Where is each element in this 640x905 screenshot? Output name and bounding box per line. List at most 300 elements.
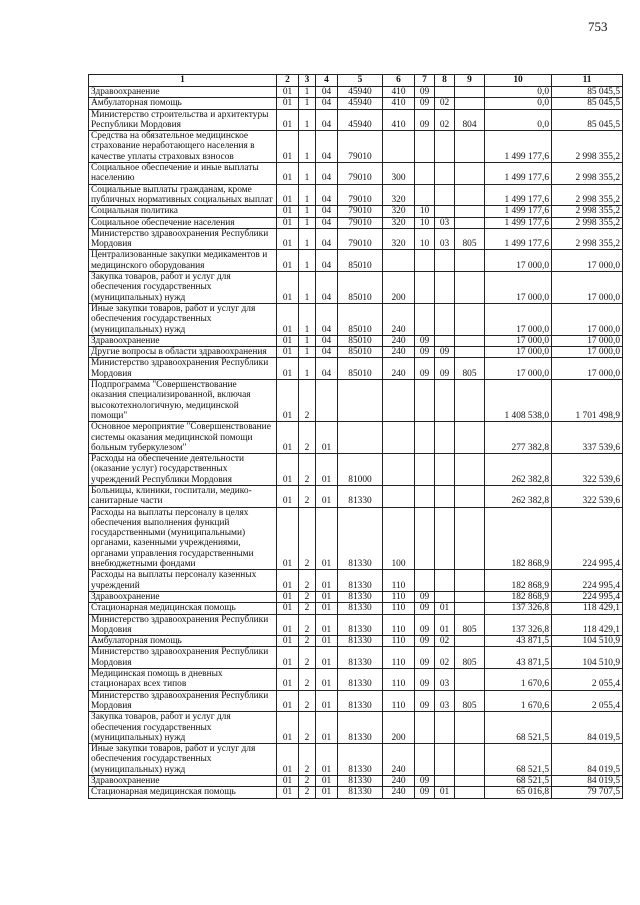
header-cell: 10 xyxy=(485,75,552,87)
code-cell: 79010 xyxy=(338,228,383,250)
code-cell: 01 xyxy=(316,603,338,614)
row-description: Расходы на выплаты персоналу казенных учреждений xyxy=(89,570,277,592)
value-year-2: 2 055,4 xyxy=(552,690,623,712)
code-cell: 45940 xyxy=(338,87,383,98)
code-cell xyxy=(455,744,485,776)
code-cell xyxy=(435,303,455,335)
code-cell: 79010 xyxy=(338,184,383,206)
value-year-1: 0,0 xyxy=(485,98,552,109)
code-cell: 85010 xyxy=(338,303,383,335)
code-cell: 09 xyxy=(415,636,435,647)
code-cell: 04 xyxy=(316,184,338,206)
code-cell: 10 xyxy=(415,206,435,217)
code-cell: 01 xyxy=(316,507,338,570)
code-cell: 09 xyxy=(415,347,435,358)
code-cell: 04 xyxy=(316,347,338,358)
code-cell xyxy=(455,380,485,422)
code-cell: 2 xyxy=(299,669,316,691)
code-cell: 110 xyxy=(383,603,415,614)
code-cell xyxy=(435,454,455,486)
value-year-1: 137 326,8 xyxy=(485,603,552,614)
code-cell: 81330 xyxy=(338,614,383,636)
value-year-2: 2 998 355,2 xyxy=(552,217,623,228)
code-cell: 04 xyxy=(316,163,338,185)
code-cell: 09 xyxy=(415,776,435,787)
code-cell: 1 xyxy=(299,109,316,131)
code-cell: 2 xyxy=(299,647,316,669)
code-cell: 01 xyxy=(316,669,338,691)
code-cell xyxy=(435,206,455,217)
row-description: Расходы на обеспечение деятельности (оказание услуг) государственных учреждений Республики Мордовия xyxy=(89,454,277,486)
code-cell: 04 xyxy=(316,358,338,380)
code-cell xyxy=(435,485,455,507)
code-cell: 01 xyxy=(277,485,299,507)
header-row xyxy=(89,75,623,87)
code-cell: 01 xyxy=(277,422,299,454)
code-cell: 04 xyxy=(316,109,338,131)
header-cell: 11 xyxy=(552,75,623,87)
code-cell: 01 xyxy=(277,636,299,647)
code-cell xyxy=(455,603,485,614)
code-cell: 01 xyxy=(435,603,455,614)
code-cell: 81330 xyxy=(338,636,383,647)
code-cell: 81330 xyxy=(338,744,383,776)
code-cell: 1 xyxy=(299,335,316,346)
table-row xyxy=(89,335,623,346)
value-year-1: 1 499 177,6 xyxy=(485,131,552,163)
value-year-2: 2 998 355,2 xyxy=(552,184,623,206)
code-cell: 2 xyxy=(299,570,316,592)
code-cell: 45940 xyxy=(338,98,383,109)
code-cell xyxy=(455,636,485,647)
row-description: Подпрограмма "Совершенствование оказания специализированной, включая высокотехнологичную, медицинской помощи" xyxy=(89,380,277,422)
code-cell: 03 xyxy=(435,228,455,250)
code-cell xyxy=(435,250,455,272)
code-cell: 2 xyxy=(299,776,316,787)
value-year-1: 182 868,9 xyxy=(485,591,552,602)
code-cell: 2 xyxy=(299,744,316,776)
code-cell: 01 xyxy=(277,217,299,228)
table-row xyxy=(89,507,623,570)
code-cell xyxy=(455,272,485,304)
code-cell xyxy=(415,272,435,304)
row-description: Министерство здравоохранения Республики Мордовия xyxy=(89,690,277,712)
code-cell: 03 xyxy=(435,217,455,228)
code-cell xyxy=(415,422,435,454)
code-cell: 04 xyxy=(316,87,338,98)
code-cell: 01 xyxy=(316,776,338,787)
code-cell: 79010 xyxy=(338,131,383,163)
code-cell xyxy=(415,131,435,163)
code-cell xyxy=(455,335,485,346)
code-cell: 03 xyxy=(435,669,455,691)
row-description: Стационарная медицинская помощь xyxy=(89,603,277,614)
row-description: Амбулаторная помощь xyxy=(89,636,277,647)
code-cell: 01 xyxy=(277,206,299,217)
code-cell: 410 xyxy=(383,109,415,131)
code-cell: 01 xyxy=(277,570,299,592)
row-description: Социальные выплаты гражданам, кроме публичных нормативных социальных выплат xyxy=(89,184,277,206)
value-year-1: 1 499 177,6 xyxy=(485,163,552,185)
code-cell xyxy=(316,380,338,422)
code-cell: 01 xyxy=(277,669,299,691)
code-cell: 79010 xyxy=(338,217,383,228)
code-cell xyxy=(383,250,415,272)
value-year-1: 1 670,6 xyxy=(485,669,552,691)
code-cell: 240 xyxy=(383,335,415,346)
code-cell: 240 xyxy=(383,776,415,787)
code-cell: 2 xyxy=(299,712,316,744)
table-body xyxy=(89,87,623,799)
code-cell: 01 xyxy=(277,591,299,602)
code-cell: 01 xyxy=(277,614,299,636)
table-row xyxy=(89,690,623,712)
code-cell xyxy=(455,570,485,592)
row-description: Социальное обеспечение и иные выплаты населению xyxy=(89,163,277,185)
row-description: Средства на обязательное медицинское страхование неработающего населения в качестве уплаты страховых взносов xyxy=(89,131,277,163)
code-cell: 01 xyxy=(277,98,299,109)
code-cell: 10 xyxy=(415,228,435,250)
value-year-2: 2 998 355,2 xyxy=(552,163,623,185)
value-year-2: 17 000,0 xyxy=(552,303,623,335)
code-cell xyxy=(435,184,455,206)
code-cell: 85010 xyxy=(338,272,383,304)
value-year-1: 1 499 177,6 xyxy=(485,206,552,217)
code-cell: 79010 xyxy=(338,206,383,217)
value-year-2: 17 000,0 xyxy=(552,250,623,272)
code-cell: 81330 xyxy=(338,712,383,744)
code-cell xyxy=(415,454,435,486)
value-year-1: 68 521,5 xyxy=(485,776,552,787)
table-row xyxy=(89,228,623,250)
code-cell: 01 xyxy=(277,303,299,335)
code-cell: 240 xyxy=(383,787,415,798)
code-cell xyxy=(455,454,485,486)
code-cell: 2 xyxy=(299,507,316,570)
code-cell xyxy=(455,217,485,228)
code-cell: 01 xyxy=(277,776,299,787)
code-cell: 2 xyxy=(299,485,316,507)
code-cell: 81330 xyxy=(338,570,383,592)
table-row xyxy=(89,636,623,647)
table-row xyxy=(89,712,623,744)
table-row xyxy=(89,250,623,272)
code-cell: 09 xyxy=(415,690,435,712)
code-cell: 2 xyxy=(299,454,316,486)
code-cell xyxy=(415,380,435,422)
code-cell: 410 xyxy=(383,87,415,98)
code-cell xyxy=(455,591,485,602)
code-cell: 04 xyxy=(316,303,338,335)
table-row xyxy=(89,422,623,454)
row-description: Централизованные закупки медикаментов и медицинского оборудования xyxy=(89,250,277,272)
table-row xyxy=(89,485,623,507)
value-year-1: 1 499 177,6 xyxy=(485,217,552,228)
code-cell: 09 xyxy=(415,98,435,109)
value-year-1: 1 499 177,6 xyxy=(485,184,552,206)
code-cell: 110 xyxy=(383,690,415,712)
value-year-2: 84 019,5 xyxy=(552,712,623,744)
code-cell: 81000 xyxy=(338,454,383,486)
code-cell xyxy=(435,744,455,776)
value-year-2: 118 429,1 xyxy=(552,614,623,636)
code-cell: 01 xyxy=(277,272,299,304)
header-cell: 4 xyxy=(316,75,338,87)
code-cell: 09 xyxy=(435,347,455,358)
code-cell xyxy=(455,98,485,109)
code-cell: 1 xyxy=(299,272,316,304)
table-row xyxy=(89,98,623,109)
code-cell: 81330 xyxy=(338,776,383,787)
value-year-2: 17 000,0 xyxy=(552,347,623,358)
row-description: Стационарная медицинская помощь xyxy=(89,787,277,798)
row-description: Здравоохранение xyxy=(89,87,277,98)
value-year-2: 85 045,5 xyxy=(552,98,623,109)
code-cell xyxy=(435,131,455,163)
row-description: Социальная политика xyxy=(89,206,277,217)
code-cell: 805 xyxy=(455,358,485,380)
code-cell: 805 xyxy=(455,228,485,250)
code-cell: 1 xyxy=(299,131,316,163)
code-cell xyxy=(455,422,485,454)
code-cell: 09 xyxy=(415,109,435,131)
code-cell: 01 xyxy=(435,614,455,636)
code-cell: 320 xyxy=(383,228,415,250)
header-cell: 3 xyxy=(299,75,316,87)
code-cell: 09 xyxy=(415,591,435,602)
row-description: Здравоохранение xyxy=(89,335,277,346)
table-row xyxy=(89,787,623,798)
row-description: Социальное обеспечение населения xyxy=(89,217,277,228)
row-description: Иные закупки товаров, работ и услуг для обеспечения государственных (муниципальных) нужд xyxy=(89,303,277,335)
value-year-2: 84 019,5 xyxy=(552,744,623,776)
code-cell: 01 xyxy=(277,131,299,163)
row-description: Другие вопросы в области здравоохранения xyxy=(89,347,277,358)
value-year-2: 85 045,5 xyxy=(552,87,623,98)
code-cell xyxy=(455,485,485,507)
code-cell xyxy=(455,347,485,358)
table-row xyxy=(89,131,623,163)
code-cell: 81330 xyxy=(338,669,383,691)
code-cell: 09 xyxy=(415,358,435,380)
code-cell xyxy=(455,184,485,206)
value-year-1: 0,0 xyxy=(485,109,552,131)
code-cell: 805 xyxy=(455,647,485,669)
header-cell: 9 xyxy=(455,75,485,87)
code-cell: 81330 xyxy=(338,647,383,669)
code-cell: 110 xyxy=(383,636,415,647)
code-cell: 01 xyxy=(277,184,299,206)
code-cell: 01 xyxy=(316,614,338,636)
header-cell: 2 xyxy=(277,75,299,87)
code-cell: 1 xyxy=(299,87,316,98)
code-cell xyxy=(455,206,485,217)
table-row xyxy=(89,614,623,636)
code-cell: 81330 xyxy=(338,690,383,712)
code-cell xyxy=(435,591,455,602)
code-cell xyxy=(435,507,455,570)
value-year-1: 17 000,0 xyxy=(485,272,552,304)
value-year-2: 2 998 355,2 xyxy=(552,228,623,250)
table-row xyxy=(89,87,623,98)
code-cell: 85010 xyxy=(338,347,383,358)
table-row xyxy=(89,744,623,776)
code-cell: 10 xyxy=(415,217,435,228)
code-cell: 81330 xyxy=(338,485,383,507)
row-description: Министерство здравоохранения Республики Мордовия xyxy=(89,614,277,636)
table-row xyxy=(89,206,623,217)
code-cell xyxy=(415,485,435,507)
code-cell: 2 xyxy=(299,690,316,712)
row-description: Закупка товаров, работ и услуг для обеспечения государственных (муниципальных) нужд xyxy=(89,272,277,304)
row-description: Здравоохранение xyxy=(89,776,277,787)
row-description: Закупка товаров, работ и услуг для обеспечения государственных (муниципальных) нужд xyxy=(89,712,277,744)
code-cell: 04 xyxy=(316,206,338,217)
row-description: Медицинская помощь в дневных стационарах всех типов xyxy=(89,669,277,691)
value-year-1: 1 408 538,0 xyxy=(485,380,552,422)
code-cell: 09 xyxy=(415,87,435,98)
code-cell: 2 xyxy=(299,636,316,647)
value-year-1: 262 382,8 xyxy=(485,454,552,486)
code-cell: 85010 xyxy=(338,250,383,272)
code-cell xyxy=(415,303,435,335)
code-cell xyxy=(455,163,485,185)
code-cell: 01 xyxy=(277,87,299,98)
value-year-2: 337 539,6 xyxy=(552,422,623,454)
code-cell: 1 xyxy=(299,98,316,109)
table-row xyxy=(89,776,623,787)
value-year-2: 17 000,0 xyxy=(552,358,623,380)
code-cell: 04 xyxy=(316,272,338,304)
code-cell: 04 xyxy=(316,131,338,163)
value-year-1: 17 000,0 xyxy=(485,358,552,380)
code-cell xyxy=(415,184,435,206)
code-cell: 2 xyxy=(299,614,316,636)
value-year-2: 85 045,5 xyxy=(552,109,623,131)
value-year-1: 262 382,8 xyxy=(485,485,552,507)
row-description: Иные закупки товаров, работ и услуг для обеспечения государственных (муниципальных) нужд xyxy=(89,744,277,776)
code-cell xyxy=(455,303,485,335)
code-cell: 81330 xyxy=(338,787,383,798)
code-cell xyxy=(435,380,455,422)
code-cell: 01 xyxy=(277,347,299,358)
code-cell: 2 xyxy=(299,787,316,798)
code-cell: 09 xyxy=(415,603,435,614)
code-cell: 01 xyxy=(277,250,299,272)
code-cell: 110 xyxy=(383,669,415,691)
value-year-1: 182 868,9 xyxy=(485,570,552,592)
code-cell xyxy=(415,250,435,272)
page-number: 753 xyxy=(588,19,608,34)
code-cell xyxy=(455,787,485,798)
table-row xyxy=(89,109,623,131)
code-cell: 09 xyxy=(435,358,455,380)
row-description: Амбулаторная помощь xyxy=(89,98,277,109)
code-cell xyxy=(415,507,435,570)
code-cell: 01 xyxy=(316,712,338,744)
code-cell: 110 xyxy=(383,647,415,669)
code-cell: 02 xyxy=(435,636,455,647)
table-row xyxy=(89,669,623,691)
code-cell xyxy=(383,131,415,163)
code-cell: 1 xyxy=(299,206,316,217)
code-cell: 2 xyxy=(299,603,316,614)
code-cell xyxy=(455,507,485,570)
code-cell: 04 xyxy=(316,228,338,250)
code-cell: 01 xyxy=(277,163,299,185)
code-cell xyxy=(435,570,455,592)
code-cell: 09 xyxy=(415,614,435,636)
code-cell: 01 xyxy=(277,787,299,798)
table-row xyxy=(89,272,623,304)
code-cell xyxy=(415,570,435,592)
value-year-2: 104 510,9 xyxy=(552,647,623,669)
code-cell xyxy=(435,422,455,454)
code-cell: 2 xyxy=(299,422,316,454)
code-cell: 1 xyxy=(299,163,316,185)
code-cell: 01 xyxy=(277,380,299,422)
code-cell: 01 xyxy=(316,591,338,602)
code-cell: 1 xyxy=(299,228,316,250)
code-cell xyxy=(415,744,435,776)
table-row xyxy=(89,380,623,422)
code-cell: 81330 xyxy=(338,507,383,570)
code-cell: 200 xyxy=(383,272,415,304)
code-cell: 110 xyxy=(383,614,415,636)
code-cell: 81330 xyxy=(338,591,383,602)
table-row xyxy=(89,303,623,335)
code-cell: 02 xyxy=(435,109,455,131)
code-cell: 110 xyxy=(383,591,415,602)
code-cell xyxy=(435,272,455,304)
code-cell: 79010 xyxy=(338,163,383,185)
code-cell: 200 xyxy=(383,712,415,744)
code-cell: 805 xyxy=(455,690,485,712)
code-cell: 01 xyxy=(316,636,338,647)
code-cell xyxy=(455,131,485,163)
value-year-1: 17 000,0 xyxy=(485,250,552,272)
row-description: Министерство здравоохранения Республики Мордовия xyxy=(89,647,277,669)
code-cell: 01 xyxy=(277,109,299,131)
code-cell: 01 xyxy=(435,787,455,798)
code-cell: 2 xyxy=(299,380,316,422)
code-cell: 240 xyxy=(383,303,415,335)
code-cell: 100 xyxy=(383,507,415,570)
code-cell: 01 xyxy=(316,647,338,669)
row-description: Основное мероприятие "Совершенствование системы оказания медицинской помощи больным туберкулезом" xyxy=(89,422,277,454)
table-row xyxy=(89,454,623,486)
code-cell: 01 xyxy=(277,454,299,486)
code-cell: 03 xyxy=(435,690,455,712)
value-year-2: 224 995,4 xyxy=(552,570,623,592)
code-cell: 01 xyxy=(277,335,299,346)
code-cell: 09 xyxy=(415,647,435,669)
value-year-1: 43 871,5 xyxy=(485,647,552,669)
code-cell: 320 xyxy=(383,206,415,217)
value-year-1: 137 326,8 xyxy=(485,614,552,636)
value-year-2: 118 429,1 xyxy=(552,603,623,614)
code-cell: 45940 xyxy=(338,109,383,131)
code-cell xyxy=(455,712,485,744)
code-cell: 01 xyxy=(316,787,338,798)
code-cell: 1 xyxy=(299,250,316,272)
code-cell xyxy=(435,163,455,185)
value-year-2: 17 000,0 xyxy=(552,335,623,346)
code-cell: 2 xyxy=(299,591,316,602)
code-cell: 01 xyxy=(277,712,299,744)
value-year-2: 1 701 498,9 xyxy=(552,380,623,422)
code-cell: 1 xyxy=(299,347,316,358)
